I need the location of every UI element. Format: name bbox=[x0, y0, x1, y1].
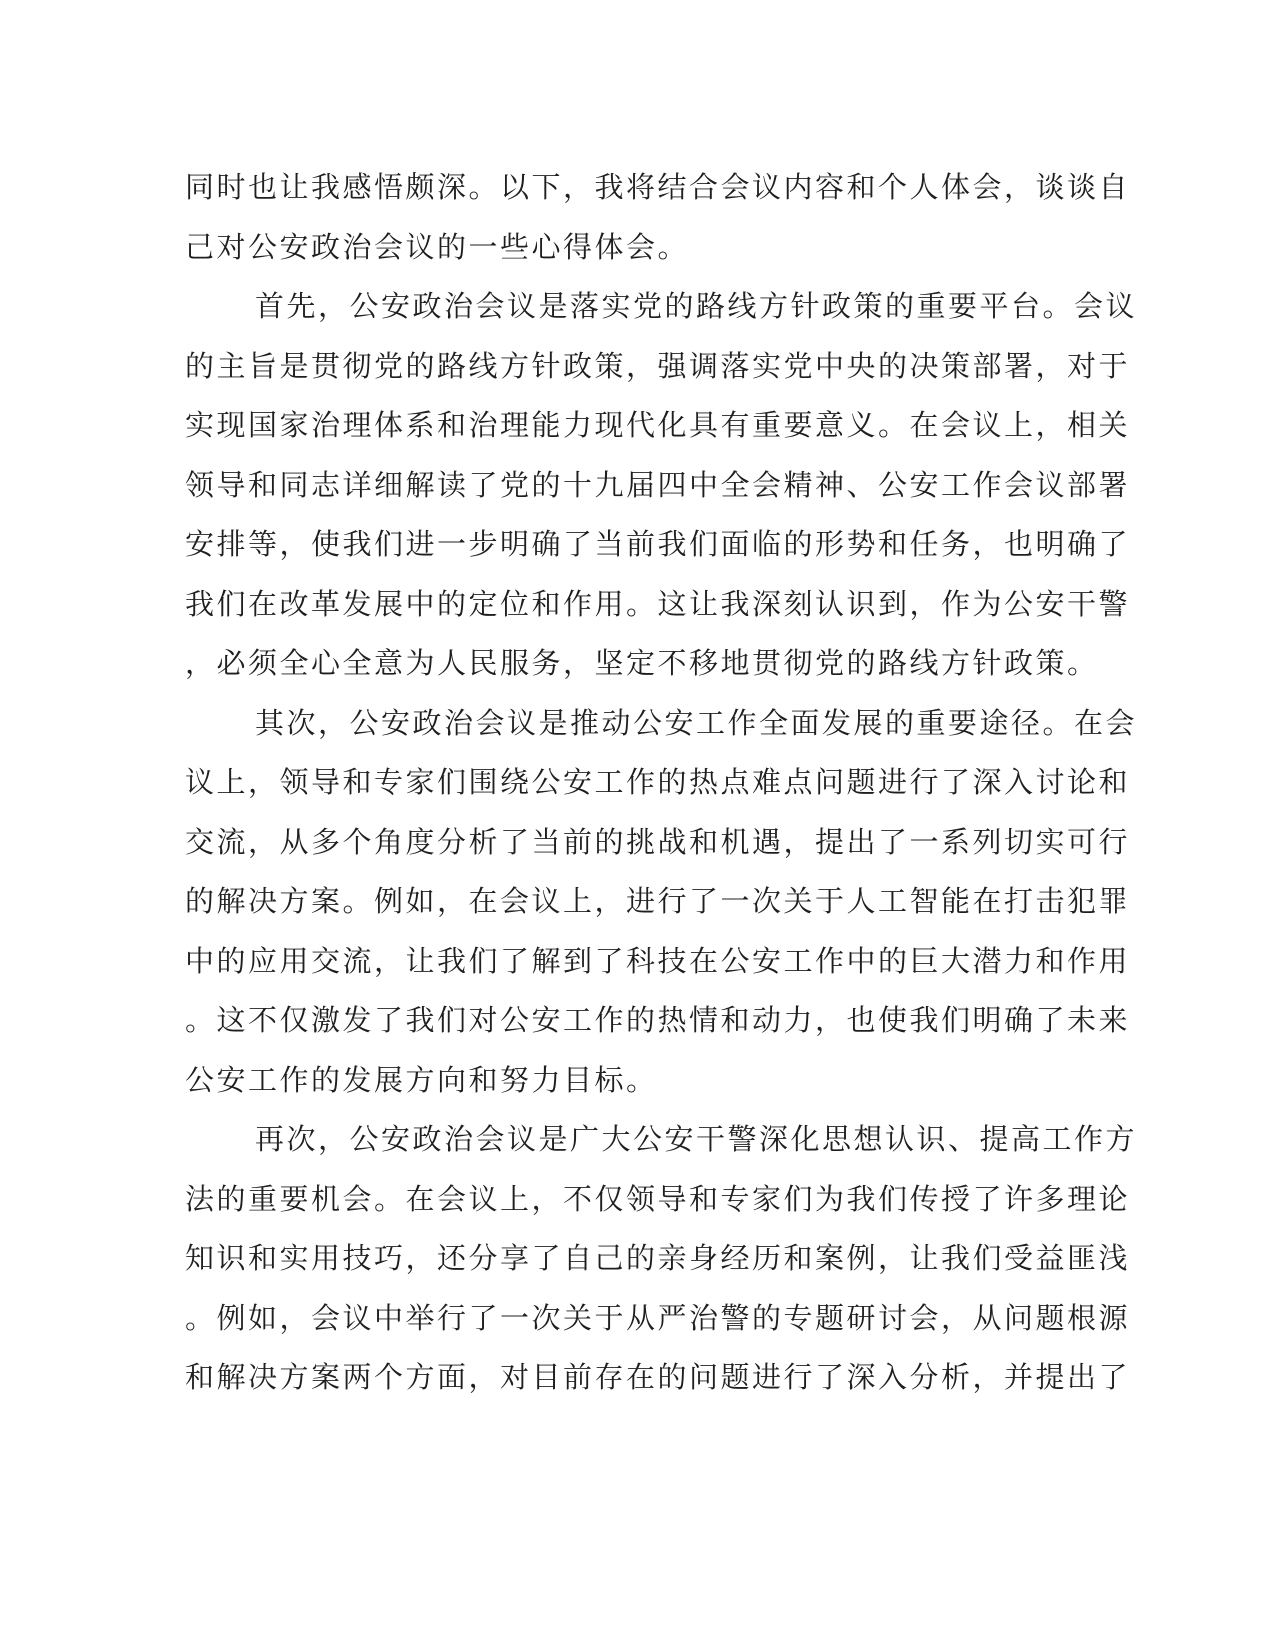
text-line: 法的重要机会。在会议上，不仅领导和专家们为我们传授了许多理论 bbox=[185, 1181, 1131, 1216]
text-line: ，必须全心全意为人民服务，坚定不移地贯彻党的路线方针政策。 bbox=[185, 646, 1099, 680]
text-line: 交流，从多个角度分析了当前的挑战和机遇，提出了一系列切实可行 bbox=[185, 824, 1131, 859]
text-line: 。例如，会议中举行了一次关于从严治警的专题研讨会，从问题根源 bbox=[185, 1300, 1131, 1335]
paragraph-first-line: 再次，公安政治会议是广大公安干警深化思想认识、提高工作方 bbox=[255, 1122, 1138, 1156]
paragraph-first-line: 首先，公安政治会议是落实党的路线方针政策的重要平台。会议 bbox=[255, 289, 1138, 323]
paragraph-first-line: 其次，公安政治会议是推动公安工作全面发展的重要途径。在会 bbox=[255, 705, 1138, 740]
text-line: 公安工作的发展方向和努力目标。 bbox=[185, 1062, 658, 1097]
text-line: 领导和同志详细解读了党的十九届四中全会精神、公安工作会议部署 bbox=[185, 467, 1131, 502]
text-line: 的主旨是贯彻党的路线方针政策，强调落实党中央的决策部署，对于 bbox=[185, 348, 1131, 383]
text-line: 同时也让我感悟颇深。以下，我将结合会议内容和个人体会，谈谈自 bbox=[185, 170, 1131, 204]
text-line: 知识和实用技巧，还分享了自己的亲身经历和案例，让我们受益匪浅 bbox=[185, 1241, 1131, 1275]
text-line: 中的应用交流，让我们了解到了科技在公安工作中的巨大潜力和作用 bbox=[185, 943, 1131, 978]
text-line: 的解决方案。例如，在会议上，进行了一次关于人工智能在打击犯罪 bbox=[185, 884, 1131, 918]
document-body bbox=[185, 158, 1138, 1408]
text-line: 我们在改革发展中的定位和作用。这让我深刻认识到，作为公安干警 bbox=[185, 586, 1131, 621]
text-line: 安排等，使我们进一步明确了当前我们面临的形势和任务，也明确了 bbox=[185, 527, 1131, 561]
text-line: 议上，领导和专家们围绕公安工作的热点难点问题进行了深入讨论和 bbox=[185, 765, 1131, 799]
text-line: 。这不仅激发了我们对公安工作的热情和动力，也使我们明确了未来 bbox=[185, 1003, 1131, 1037]
text-line: 实现国家治理体系和治理能力现代化具有重要意义。在会议上，相关 bbox=[185, 408, 1131, 442]
text-line: 和解决方案两个方面，对目前存在的问题进行了深入分析，并提出了 bbox=[185, 1360, 1131, 1394]
text-line: 己对公安政治会议的一些心得体会。 bbox=[185, 229, 690, 264]
